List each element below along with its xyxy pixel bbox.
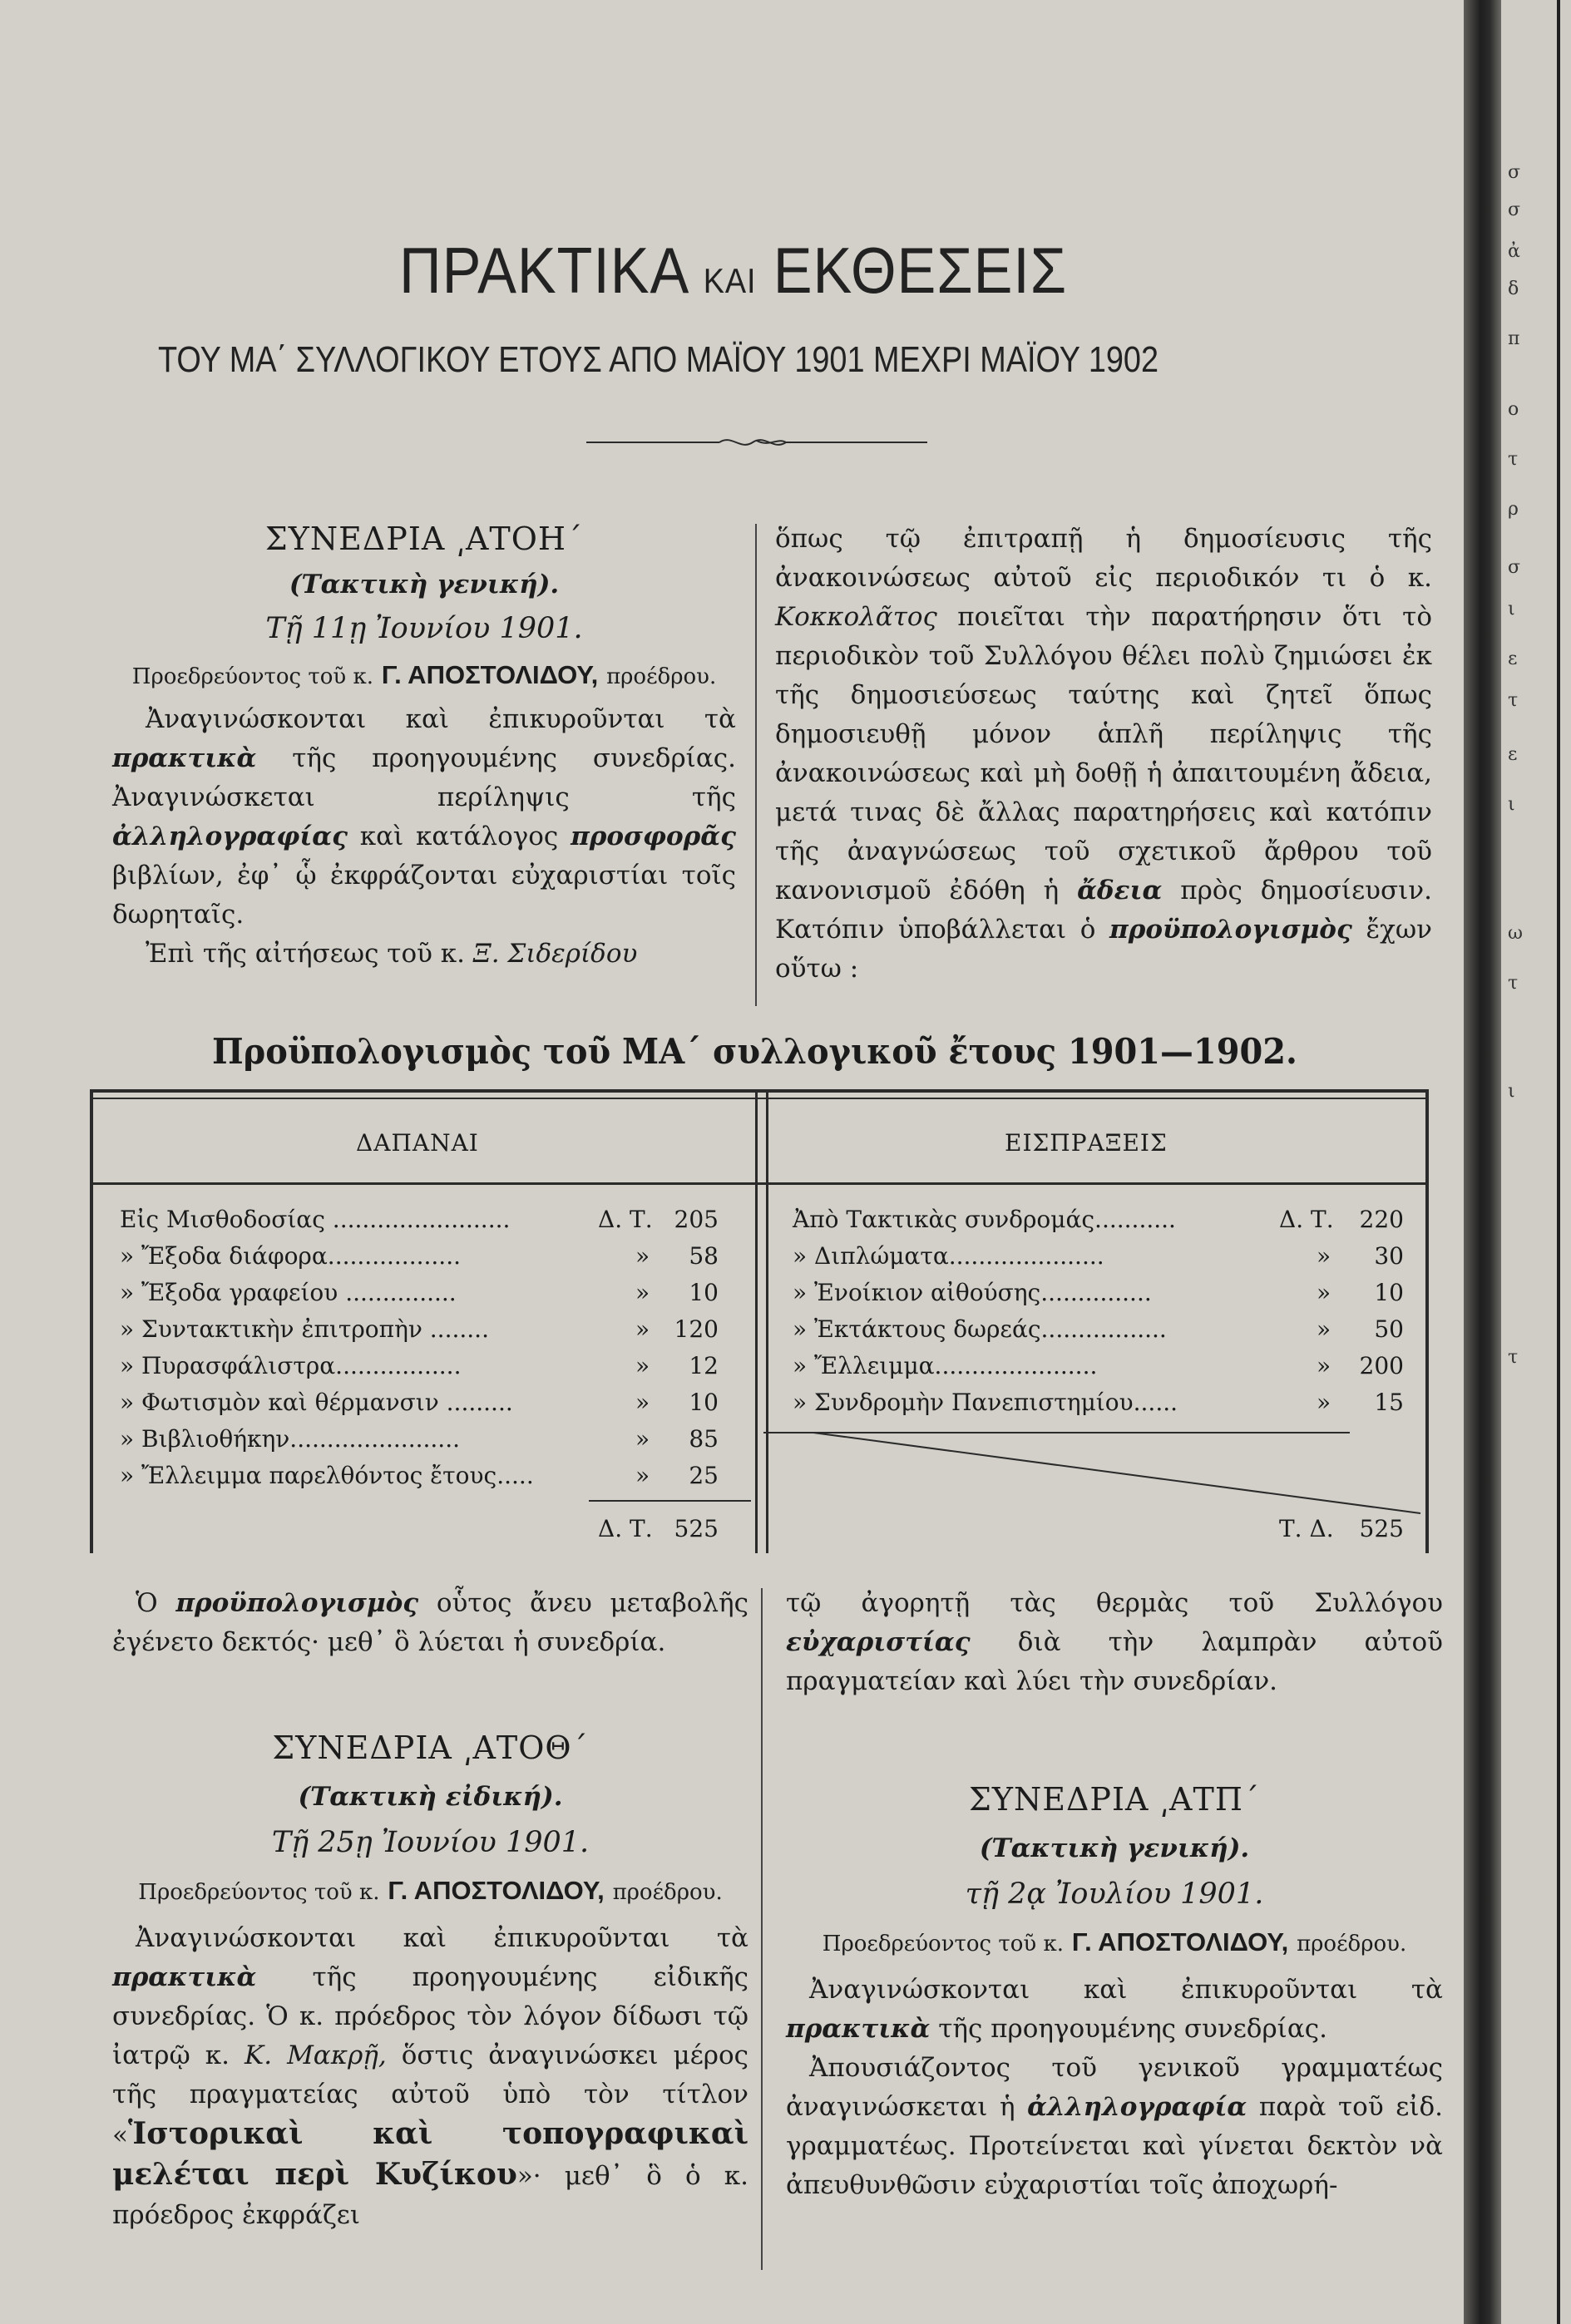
lecture-title: Ἱστορικαὶ καὶ τοπογραφικαὶ μελέται περὶ Κυζίκου [112,2116,748,2192]
session3-column [786,1584,1443,2205]
row-text [793,1315,1167,1343]
row-value: 85 [689,1425,719,1453]
row-label: Βιβλιοθήκην....................... [141,1425,461,1453]
edge-letter: τ [1508,449,1519,470]
text-run: βιβλίων, ἐφ᾽ ᾧ ἐκφράζονται εὐχαριστίαι τοῖς δωρηταῖς. [112,861,736,930]
row-mark: » [120,1352,135,1379]
text-run: Ἀπουσιάζοντος τοῦ γενικοῦ γραμματέως ἀναγινώσκεται ἡ [786,2053,1443,2122]
edge-letter: ρ [1508,499,1519,520]
chair-name: Γ. ΑΠΟΣΤΟΛΙΔΟΥ, [1071,1927,1289,1956]
edge-letter: τ [1508,690,1519,711]
row-label: Τακτικὰς συνδρομάς........... [846,1206,1176,1233]
session1-right-paragraph [775,520,1432,989]
text-run: οὗτος ἄνευ μεταβολῆς ἐγένετο δεκτός· μεθ᾽ ὃ λύεται ἡ συνεδρία. [112,1588,748,1657]
text-run: παρὰ τοῦ εἰδ. γραμματέως. Προτείνεται καὶ γίνεται δεκτὸν νὰ ἀπευθυνθῶσιν εὐχαριστίαι τοῖς ἀποχωρή- [786,2092,1444,2200]
row-text [120,1462,534,1489]
row-value: 15 [1374,1389,1404,1416]
header-rule [90,1182,1429,1185]
text-run: καὶ κατάλογος [359,822,559,851]
chair-prefix: Προεδρεύοντος τοῦ κ. [131,664,374,689]
row-mark: » [120,1279,135,1306]
edge-letter: ο [1508,399,1519,420]
title-end: ΕΚΘΕΣΕΙΣ [773,234,1067,307]
row-unit: » [635,1352,650,1379]
text-run: τῆς προηγουμένης εἰδικῆς συνεδρίας. Ὁ κ. πρόεδρος τὸν λόγον δίδωσι τῷ ἰατρῷ κ. [112,1962,748,2070]
row-unit: Δ. Τ. [598,1206,653,1233]
text-run-emphasis: Κοκκολᾶτος [775,602,937,632]
chair-prefix: Προεδρεύοντος τοῦ κ. [138,1880,380,1905]
text-run-emphasis: προσφορᾶς [571,822,736,851]
row-text [120,1315,489,1343]
total-unit: Δ. Τ. [598,1515,653,1542]
session3-date: τῇ 2ᾳ Ἰουλίου 1901. [965,1877,1264,1911]
text-run: ὅστις ἀναγινώσκει μέρος τῆς πραγματείας αὐτοῦ ὑπὸ τὸν τίτλον « [112,2040,749,2150]
facing-page-edge [1501,0,1571,2324]
session1-left-column [112,520,736,974]
row-value: 10 [1374,1279,1404,1306]
edge-letter: δ [1508,279,1519,299]
chair-suffix: προέδρου. [606,664,717,689]
session1-paragraph-2 [112,935,736,974]
row-unit: » [1317,1389,1331,1416]
text-run: ὅπως τῷ ἐπιτραπῇ ἡ δημοσίευσις τῆς ἀνακοινώσεως αὐτοῦ εἰς περιοδικόν τι ὁ κ. [775,524,1432,593]
edge-letter: π [1508,328,1520,349]
row-label: Διπλώματα..................... [814,1242,1104,1270]
total-value: 525 [1359,1515,1404,1542]
chair-suffix: προέδρου. [1297,1932,1407,1956]
text-run-emphasis: ἄδεια [1077,876,1163,905]
session3-paragraph-1 [786,1971,1443,2049]
text-run: τῆς προηγουμένης συνεδρίας. Ἀναγινώσκεται περίληψις τῆς [112,743,736,812]
row-value: 220 [1359,1206,1404,1233]
row-mark: » [793,1315,808,1343]
row-mark: Ἀπὸ [793,1206,839,1233]
row-value: 25 [689,1462,719,1489]
row-unit: » [1317,1352,1331,1379]
row-text [793,1389,1178,1416]
title-main: ΠΡΑΚΤΙΚΑ [399,234,687,307]
row-unit: » [635,1462,650,1489]
expenses-header: ΔΑΠΑΝΑΙ [356,1129,479,1157]
text-run: διὰ τὴν λαμπρὰν αὐτοῦ πραγματείαν καὶ λύει τὴν συνεδρίαν. [786,1627,1443,1696]
text-run: ποιεῖται τὴν παρατήρησιν ὅτι τὸ περιοδικὸν τοῦ Συλλόγου θέλει πολὺ ζημιώσει ἐκ τῆς δημοσιεύσεως ταύτης καὶ ζητεῖ ὅπως δημοσιευθῇ μόνον ἁπλῆ περίληψις τῆς ἀνακοινώσεως καὶ μὴ δοθῇ ἡ ἀπαιτουμένη ἄδεια, μετά τινας δὲ ἄλλας παρατηρήσεις καὶ κατόπιν τῆς ἀναγνώσεως τοῦ σχετικοῦ ἄρθρου τοῦ κανονισμοῦ ἐδόθη ἡ [775,602,1432,905]
row-text [793,1206,1176,1233]
balance-diagonal-rule [763,1426,1429,1526]
income-header: ΕΙΣΠΡΑΞΕΙΣ [1005,1129,1168,1157]
edge-letter: τ [1508,1347,1519,1368]
row-label: Συνδρομὴν Πανεπιστημίου...... [814,1389,1178,1416]
session3-type: (Τακτικὴ γενική). [979,1833,1250,1863]
text-run-emphasis: προϋπολογισμὸς [1109,915,1352,945]
row-label: Ἔλλειμμα παρελθόντος ἔτους..... [141,1462,534,1489]
edge-letter: ι [1508,599,1515,619]
edge-letter: σ [1508,557,1521,578]
text-run-emphasis: πρακτικὰ [112,743,257,773]
column-divider [761,1588,763,2270]
total-value: 525 [674,1515,719,1542]
row-mark: » [793,1242,808,1270]
edge-letter: τ [1508,973,1519,994]
row-value: 10 [689,1279,719,1306]
row-mark: » [120,1462,135,1489]
text-run: Ἀναγινώσκονται καὶ ἐπικυροῦνται τὰ [146,704,736,734]
row-mark: » [120,1315,135,1343]
row-text [120,1389,513,1416]
row-label: Μισθοδοσίας ........................ [166,1206,511,1233]
edge-letter: ι [1508,1081,1515,1102]
row-mark: » [793,1279,808,1306]
edge-letter: ε [1508,649,1518,669]
session2-column [112,1584,748,2235]
text-run: »· μεθ᾽ ὃ ὁ κ. πρόεδρος ἐκφράζει [112,2161,748,2230]
edge-letter: ε [1508,744,1518,765]
book-gutter [1464,0,1501,2324]
edge-letter: ω [1508,923,1523,944]
text-run: Ἀναγινώσκονται καὶ ἐπικυροῦνται τὰ [136,1923,748,1953]
row-unit: » [635,1389,650,1416]
text-run: Ἀναγινώσκονται καὶ ἐπικυροῦνται τὰ [809,1975,1443,2005]
chair-prefix: Προεδρεύοντος τοῦ κ. [822,1932,1065,1956]
edge-letter: ι [1508,794,1515,815]
row-unit: » [635,1279,650,1306]
session3-heading: ΣΥΝΕΔΡΙΑ ͵ΑΤΠ΄ [969,1781,1260,1818]
row-label: Φωτισμὸν καὶ θέρμανσιν ......... [141,1389,513,1416]
column-divider [755,524,757,1006]
row-text [793,1242,1104,1270]
text-run-emphasis: πρακτικὰ [112,1962,257,1992]
row-label: Συντακτικὴν ἐπιτροπὴν ........ [141,1315,489,1343]
row-text [793,1352,1097,1379]
session2-heading: ΣΥΝΕΔΡΙΑ ͵ΑΤΟΘ΄ [272,1729,589,1766]
row-value: 200 [1359,1352,1404,1379]
row-value: 205 [674,1206,719,1233]
chair-name: Γ. ΑΠΟΣΤΟΛΙΔΟΥ, [388,1876,605,1905]
text-run: τῷ ἀγορητῇ τὰς θερμὰς τοῦ Συλλόγου [786,1588,1443,1618]
row-mark: » [120,1389,135,1416]
session1-chair [112,655,736,697]
session3-paragraph-2 [786,2049,1443,2205]
edge-rule [1557,0,1560,2324]
row-unit: » [1317,1315,1331,1343]
row-value: 120 [674,1315,719,1343]
row-value: 50 [1374,1315,1404,1343]
row-unit: » [635,1315,650,1343]
total-unit: Τ. Δ. [1279,1515,1334,1542]
row-value: 58 [689,1242,719,1270]
session1-type: (Τακτικὴ γενική). [289,570,560,600]
budget-acceptance-paragraph [112,1584,748,1662]
row-label: Ἐκτάκτους δωρεάς................. [814,1315,1167,1343]
expenses-total-rule [589,1500,751,1502]
row-label: Πυρασφάλιστρα................. [141,1352,462,1379]
row-label: Ἔξοδα γραφείου ............... [141,1279,457,1306]
session2-date: Τῇ 25ῃ Ἰουνίου 1901. [271,1826,590,1859]
chair-suffix: προέδρου. [612,1880,723,1905]
page-subtitle: ΤΟΥ ΜΑ΄ ΣΥΛΛΟΓΙΚΟΥ ΕΤΟΥΣ ΑΠΟ ΜΑΪΟΥ 1901 ΜΕΧΡΙ ΜΑΪΟΥ 1902 [158,339,1159,380]
row-value: 30 [1374,1242,1404,1270]
page-title [399,233,1067,308]
text-run: Ὁ [136,1588,158,1618]
session1-heading: ΣΥΝΕΔΡΙΑ ͵ΑΤΟΗ΄ [264,521,584,557]
text-run-emphasis: ἀλληλογραφία [1027,2092,1247,2122]
row-unit: » [635,1425,650,1453]
text-run-emphasis: Κ. Μακρῇ, [245,2040,387,2070]
row-text [120,1242,461,1270]
row-mark: » [793,1389,808,1416]
row-unit: » [1317,1242,1331,1270]
text-run-emphasis: προϋπολογισμὸς [175,1588,419,1618]
session3-chair [786,1922,1443,1964]
session1-date: Τῇ 11ῃ Ἰουνίου 1901. [265,612,583,645]
budget-table [90,1089,1429,1553]
session2-chair [112,1871,748,1912]
title-conjunction: ΚΑΙ [703,261,757,300]
row-unit: » [1317,1279,1331,1306]
row-text [793,1279,1152,1306]
chair-name: Γ. ΑΠΟΣΤΟΛΙΔΟΥ, [381,660,599,689]
row-unit: Δ. Τ. [1279,1206,1334,1233]
text-run: Ἐπὶ τῆς αἰτήσεως τοῦ κ. [146,939,466,969]
text-run: ἔχων οὕτω : [775,915,1432,984]
session2-closing-paragraph [786,1584,1443,1701]
row-mark: » [120,1425,135,1453]
row-label: Ἐνοίκιον αἰθούσης............... [814,1279,1152,1306]
session1-paragraph-1 [112,700,736,935]
edge-letter: ἀ [1508,241,1520,262]
row-label: Ἔξοδα διάφορα.................. [141,1242,462,1270]
session1-right-column [775,520,1432,989]
text-run-emphasis: πρακτικὰ [786,2014,931,2044]
row-text [120,1352,462,1379]
text-run-emphasis: εὐχαριστίας [786,1627,971,1657]
text-run: πρὸς δημοσίευσιν. Κατόπιν ὑποβάλλεται ὁ [775,876,1432,945]
row-mark: » [793,1352,808,1379]
text-run-emphasis: ἀλληλογραφίας [112,822,348,851]
text-run-emphasis: Ξ. Σιδερίδου [472,939,638,969]
row-text [120,1206,510,1233]
row-text [120,1425,460,1453]
row-value: 10 [689,1389,719,1416]
ornament-divider [586,434,927,451]
session2-paragraph [112,1919,748,2235]
budget-title: Προϋπολογισμὸς τοῦ ΜΑ΄ συλλογικοῦ ἔτους 1901—1902. [212,1031,1297,1072]
row-label: Ἔλλειμμα...................... [814,1352,1098,1379]
text-run: τῆς προηγουμένης συνεδρίας. [938,2014,1327,2044]
row-mark: » [120,1242,135,1270]
row-unit: » [635,1242,650,1270]
row-text [120,1279,457,1306]
row-mark: Εἰς [120,1206,160,1233]
edge-letter: σ [1508,162,1521,183]
row-value: 12 [689,1352,719,1379]
session2-type: (Τακτικὴ εἰδική). [298,1782,563,1812]
edge-letter: σ [1508,200,1521,220]
